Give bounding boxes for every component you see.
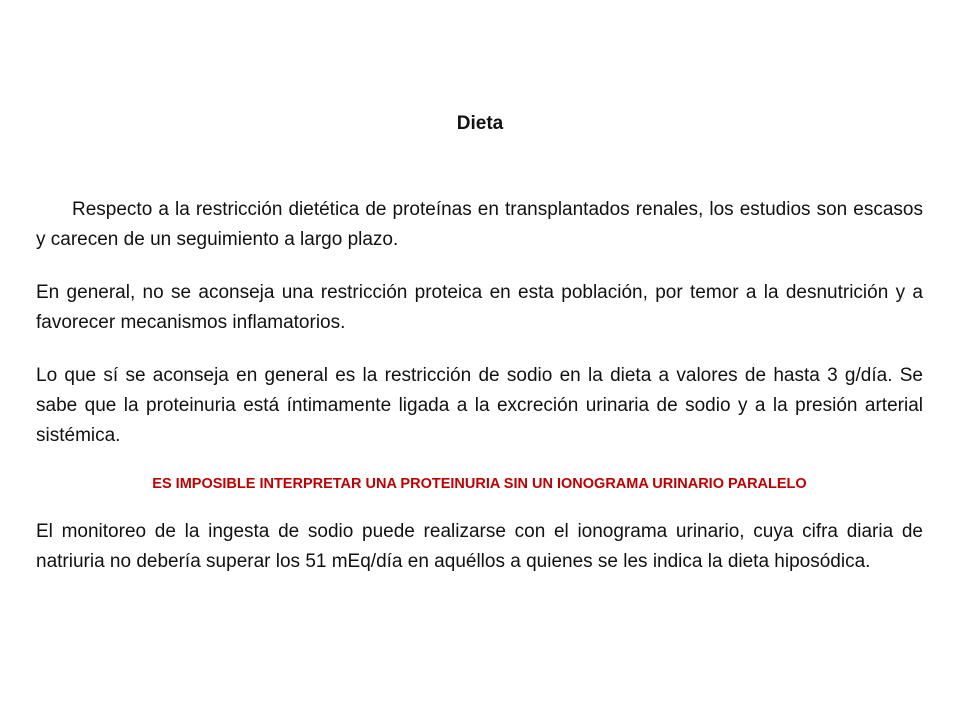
paragraph-sodium-monitoring: El monitoreo de la ingesta de sodio puede realizarse con el ionograma urinario, cuya cifra diaria de natriuria no debería superar los 51 mEq/día en aquéllos a quienes se les indica la dieta hiposódica. — [36, 521, 923, 572]
alert-ionogram: ES IMPOSIBLE INTERPRETAR UNA PROTEINURIA SIN UN IONOGRAMA URINARIO PARALELO — [152, 476, 807, 492]
slide-title: Dieta — [456, 113, 504, 134]
paragraph-protein-studies: Respecto a la restricción dietética de proteínas en transplantados renales, los estudios son escasos y carecen de un seguimiento a largo plazo. — [36, 199, 923, 250]
slide-body — [36, 195, 923, 600]
paragraph-sodium-restriction: Lo que sí se aconseja en general es la restricción de sodio en la dieta a valores de hasta 3 g/día. Se sabe que la proteinuria está íntimamente ligada a la excreción urinaria de sodio y a la presión arterial sistémica. — [36, 365, 923, 446]
paragraph-protein-restriction: En general, no se aconseja una restricción proteica en esta población, por temor a la desnutrición y a favorecer mecanismos inflamatorios. — [36, 282, 923, 333]
